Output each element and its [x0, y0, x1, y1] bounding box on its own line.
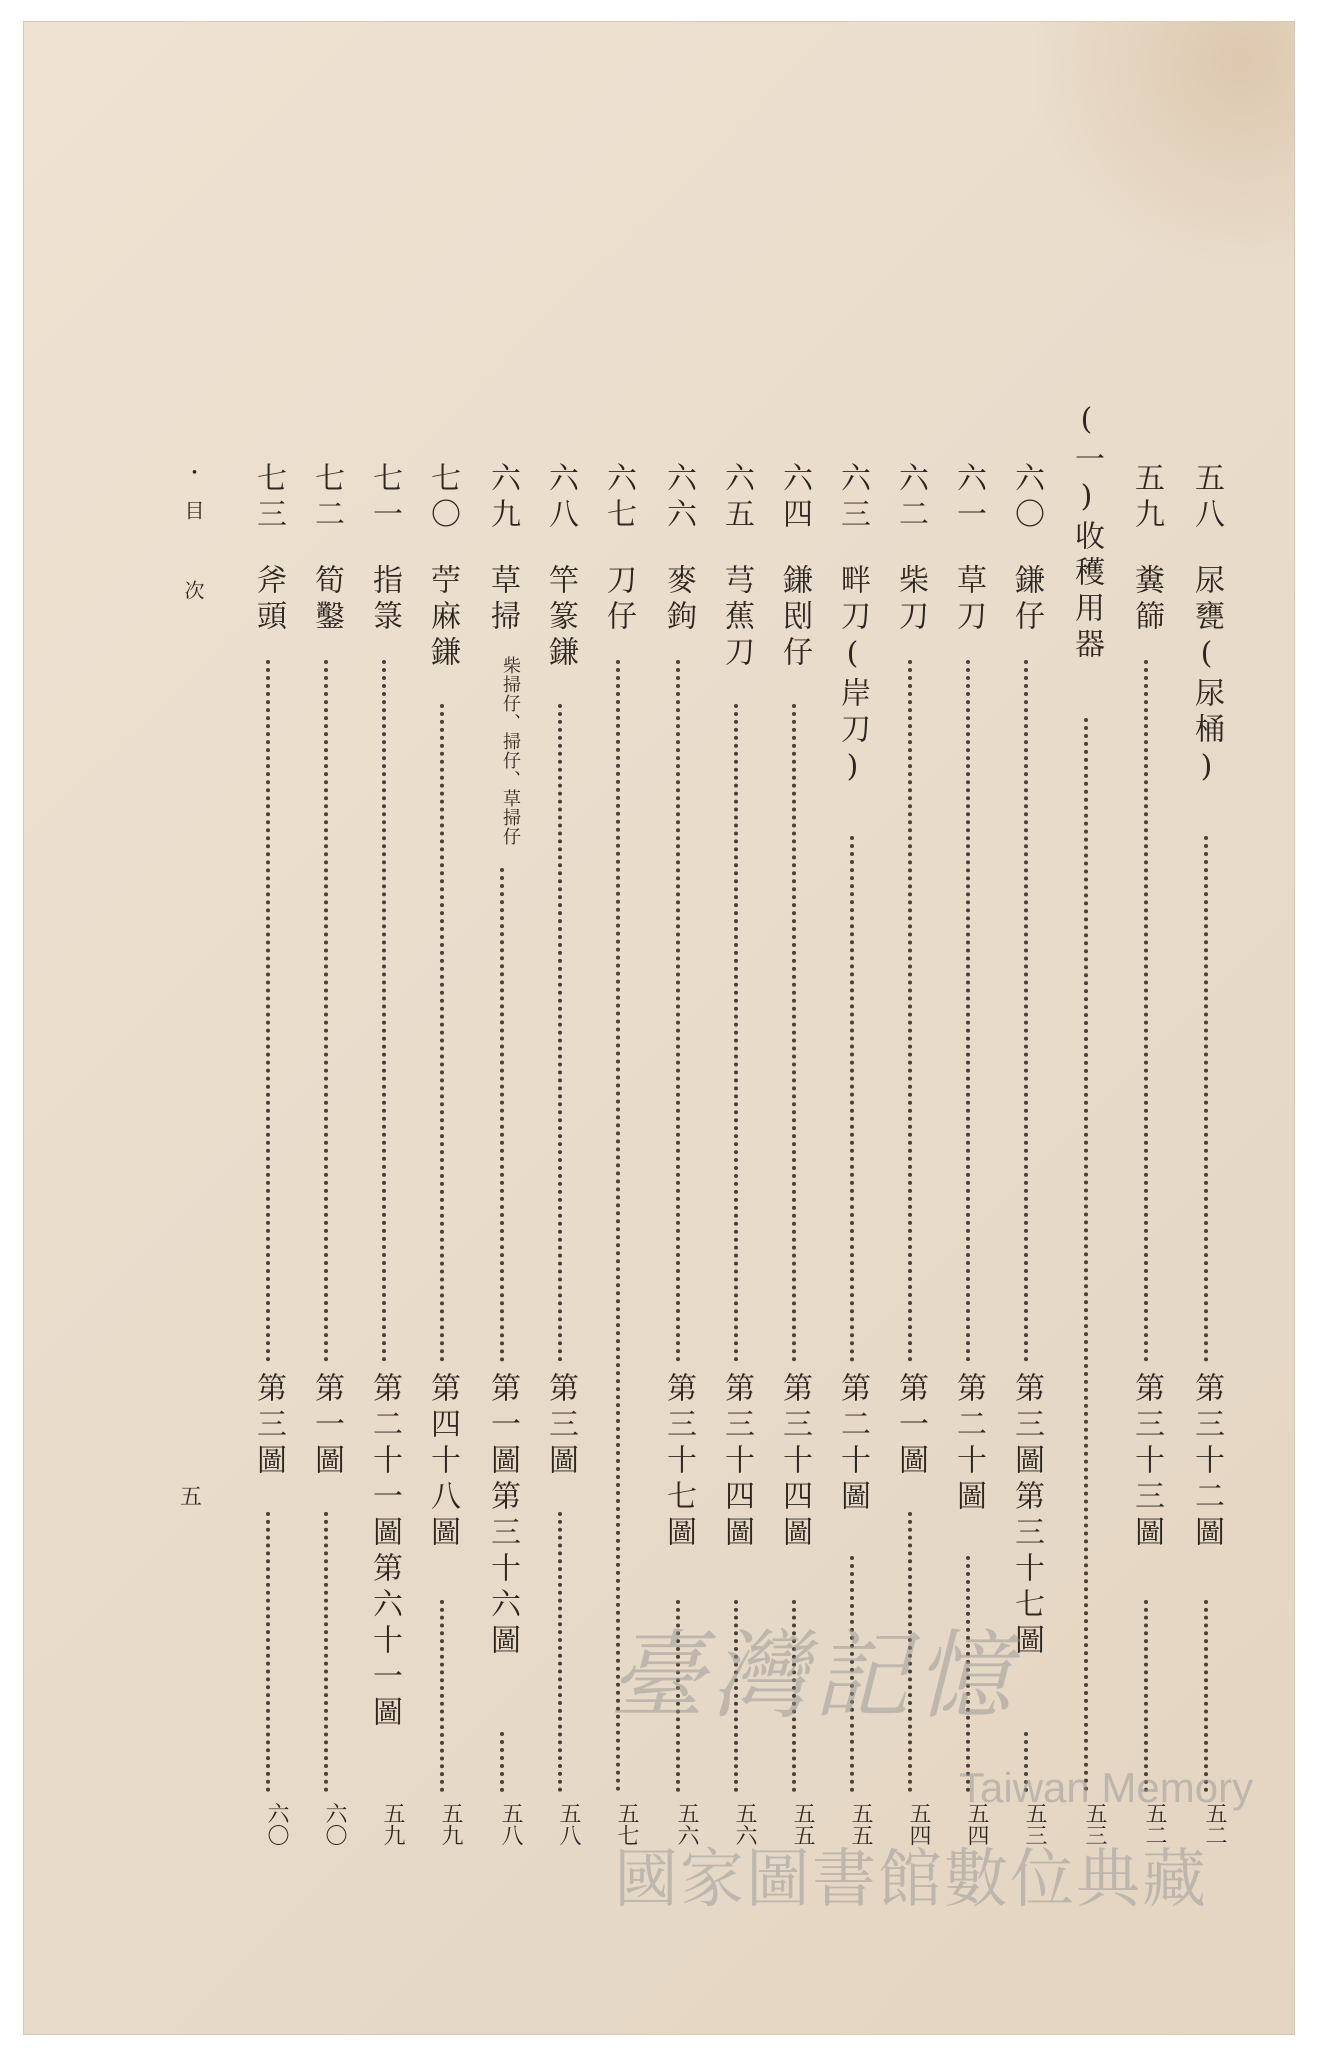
entry-name: 柴刀	[893, 564, 928, 636]
page-reference: 五三	[1022, 1802, 1047, 1846]
entry-number: 六八	[543, 462, 578, 534]
entry-number: 五九	[1129, 462, 1164, 534]
figure-reference: 第三十四圖	[777, 1372, 812, 1552]
leader-dots	[324, 660, 328, 1362]
document-page	[24, 22, 1294, 2034]
leader-dots	[382, 660, 386, 1362]
page-reference: 五八	[498, 1802, 523, 1846]
page-reference: 六〇	[322, 1802, 347, 1846]
page-reference: 五九	[438, 1802, 463, 1846]
entry-number: 六六	[661, 462, 696, 534]
side-dot: ・	[181, 462, 205, 482]
entry-number: 五八	[1189, 462, 1224, 534]
entry-note: 柴掃仔、掃仔、草掃仔	[500, 656, 521, 846]
leader-dots	[500, 868, 504, 1362]
leader-dots	[558, 1512, 562, 1792]
entry-name: 尿甕(尿桶)	[1189, 564, 1224, 790]
page-reference: 五五	[848, 1802, 873, 1846]
entry-number: 六七	[601, 462, 636, 534]
entry-name: 指箓	[367, 564, 402, 636]
leader-dots	[558, 704, 562, 1362]
figure-reference: 第二十一圖第六十一圖	[367, 1372, 402, 1732]
side-label: 目次	[181, 500, 205, 660]
entry-name: 芎蕉刀	[719, 564, 754, 672]
entry-number: 六五	[719, 462, 754, 534]
entry-number: 六二	[893, 462, 928, 534]
watermark-library: 國家圖書館數位典藏	[614, 1843, 1208, 1915]
entry-number: 七〇	[425, 462, 460, 534]
toc-entry	[480, 462, 524, 1862]
figure-reference: 第一圖第三十六圖	[485, 1372, 520, 1660]
figure-reference: 第三十七圖	[661, 1372, 696, 1552]
entry-number: 六三	[835, 462, 870, 534]
leader-dots	[734, 704, 738, 1362]
figure-reference: 第三十二圖	[1189, 1372, 1224, 1552]
entry-name: 麥鉤	[661, 564, 696, 636]
watermark-english: Taiwan Memory	[959, 1764, 1254, 1811]
toc-entry	[246, 462, 290, 1862]
leader-dots	[500, 1732, 504, 1792]
entry-number: 七三	[251, 462, 286, 534]
page-reference: 五七	[614, 1802, 639, 1846]
page-reference: 五六	[732, 1802, 757, 1846]
leader-dots	[792, 704, 796, 1362]
toc-entry	[420, 462, 464, 1862]
entry-name: 刀仔	[601, 564, 636, 636]
figure-reference: 第四十八圖	[425, 1372, 460, 1552]
page-reference: 五九	[380, 1802, 405, 1846]
entry-name: 苧麻鎌	[425, 564, 460, 672]
entry-name: 鎌仔	[1009, 564, 1044, 636]
figure-reference: 第二十圖	[951, 1372, 986, 1516]
figure-reference: 第三十四圖	[719, 1372, 754, 1552]
page-reference: 五二	[1202, 1802, 1227, 1846]
page-reference: 五四	[906, 1802, 931, 1846]
page-reference: 五二	[1142, 1802, 1167, 1846]
figure-reference: 第三圖	[543, 1372, 578, 1480]
leader-dots	[1204, 836, 1208, 1362]
leader-dots	[324, 1512, 328, 1792]
leader-dots	[440, 704, 444, 1362]
entry-name: 糞篩	[1129, 564, 1164, 636]
entry-name: 竿篆鎌	[543, 564, 578, 672]
page-reference: 五三	[1082, 1802, 1107, 1846]
leader-dots	[1024, 660, 1028, 1362]
entry-number: 六〇	[1009, 462, 1044, 534]
entry-name: 斧頭	[251, 564, 286, 636]
toc-entry	[1064, 402, 1108, 1862]
entry-number: 六四	[777, 462, 812, 534]
leader-dots	[1144, 660, 1148, 1362]
page-reference: 五五	[790, 1802, 815, 1846]
toc-entry	[538, 462, 582, 1862]
page-reference: 五八	[556, 1802, 581, 1846]
entry-name: 草掃	[485, 564, 520, 636]
paper-stain	[1034, 22, 1294, 282]
toc-entry	[1124, 462, 1168, 1862]
leader-dots	[440, 1600, 444, 1792]
toc-entry	[304, 462, 348, 1862]
leader-dots	[1084, 718, 1088, 1792]
figure-reference: 第三圖	[251, 1372, 286, 1480]
watermark-logo: 臺灣記憶	[609, 1620, 1017, 1732]
leader-dots	[266, 660, 270, 1362]
figure-reference: 第三十三圖	[1129, 1372, 1164, 1552]
leader-dots	[966, 660, 970, 1362]
leader-dots	[850, 836, 854, 1362]
entry-number: 七一	[367, 462, 402, 534]
page-reference: 五四	[964, 1802, 989, 1846]
leader-dots	[908, 660, 912, 1362]
entry-name: 鎌刡仔	[777, 564, 812, 672]
page-number: 五	[180, 1485, 203, 1510]
section-heading: (一)收穫用器	[1069, 402, 1104, 664]
entry-name: 筍鑿	[309, 564, 344, 636]
toc-entry	[362, 462, 406, 1862]
figure-reference: 第三圖第三十七圖	[1009, 1372, 1044, 1660]
entry-number: 六九	[485, 462, 520, 534]
entry-name: 草刀	[951, 564, 986, 636]
entry-number: 七二	[309, 462, 344, 534]
figure-reference: 第一圖	[309, 1372, 344, 1480]
page-reference: 五六	[674, 1802, 699, 1846]
leader-dots	[676, 660, 680, 1362]
figure-reference: 第一圖	[893, 1372, 928, 1480]
toc-entry	[1184, 462, 1228, 1862]
figure-reference: 第二十圖	[835, 1372, 870, 1516]
page-reference: 六〇	[264, 1802, 289, 1846]
leader-dots	[266, 1512, 270, 1792]
entry-name: 畔刀(岸刀)	[835, 564, 870, 790]
entry-number: 六一	[951, 462, 986, 534]
